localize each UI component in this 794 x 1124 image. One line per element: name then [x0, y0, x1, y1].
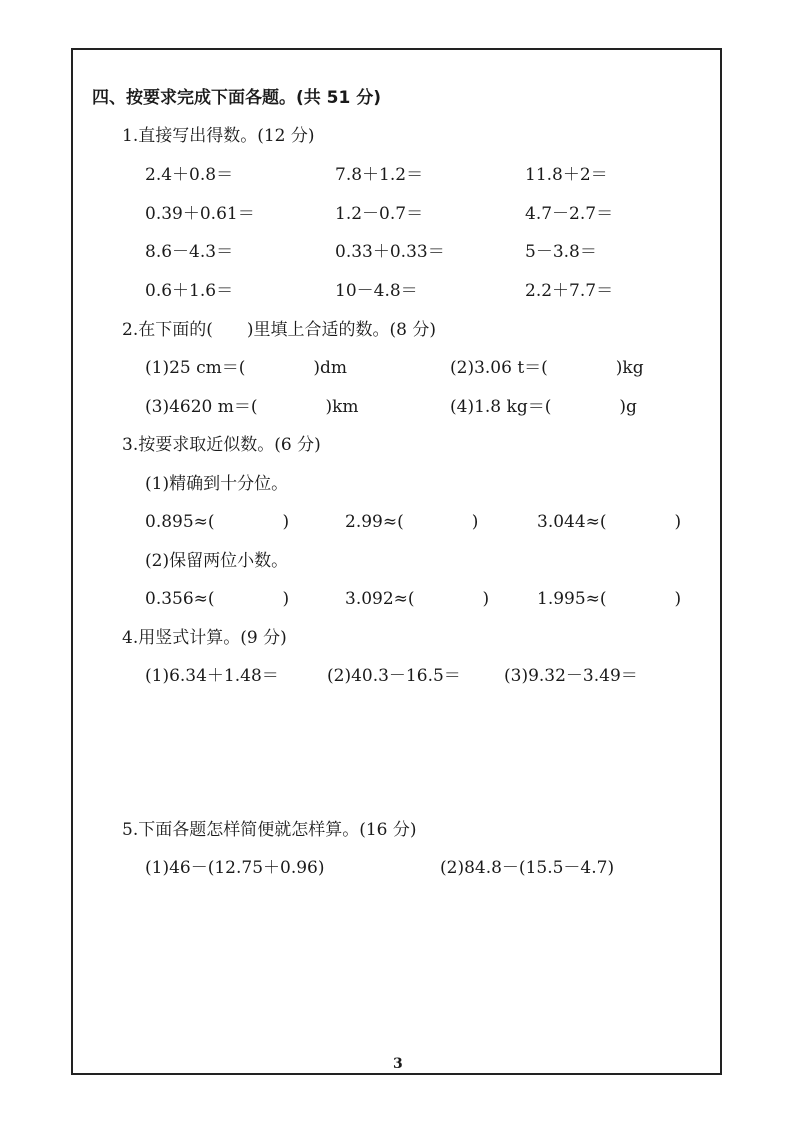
q3-item: 0.356≈( ): [145, 589, 290, 609]
q3-item: 3.044≈( ): [537, 512, 682, 532]
q1-heading: 1.直接写出得数。(12 分): [122, 126, 315, 146]
q1-item: 0.39＋0.61＝: [145, 204, 255, 224]
q4-item: (1)6.34＋1.48＝: [145, 666, 279, 686]
section-title: 四、按要求完成下面各题。(共 51 分): [92, 88, 382, 108]
q2-item: (4)1.8 kg＝( )g: [450, 397, 637, 417]
q1-item: 4.7－2.7＝: [525, 204, 614, 224]
q5-heading: 5.下面各题怎样简便就怎样算。(16 分): [122, 820, 417, 840]
q1-item: 11.8＋2＝: [525, 165, 608, 185]
q3-heading: 3.按要求取近似数。(6 分): [122, 435, 321, 455]
q1-item: 0.6＋1.6＝: [145, 281, 234, 301]
q5-item: (2)84.8－(15.5－4.7): [440, 858, 615, 878]
q4-heading: 4.用竖式计算。(9 分): [122, 628, 287, 648]
q2-heading: 2.在下面的( )里填上合适的数。(8 分): [122, 320, 436, 340]
q3-item: 2.99≈( ): [345, 512, 479, 532]
q3-item: 3.092≈( ): [345, 589, 490, 609]
q1-item: 8.6－4.3＝: [145, 242, 234, 262]
q2-item: (1)25 cm＝( )dm: [145, 358, 348, 378]
q4-item: (3)9.32－3.49＝: [504, 666, 638, 686]
q1-item: 7.8＋1.2＝: [335, 165, 424, 185]
page-number: 3: [393, 1056, 403, 1072]
q4-item: (2)40.3－16.5＝: [327, 666, 461, 686]
q3-subheading: (2)保留两位小数。: [145, 551, 289, 571]
q3-subheading: (1)精确到十分位。: [145, 474, 289, 494]
q2-item: (3)4620 m＝( )km: [145, 397, 359, 417]
q1-item: 5－3.8＝: [525, 242, 597, 262]
q5-item: (1)46－(12.75＋0.96): [145, 858, 325, 878]
q1-item: 2.4＋0.8＝: [145, 165, 234, 185]
q1-item: 1.2－0.7＝: [335, 204, 424, 224]
q1-item: 0.33＋0.33＝: [335, 242, 445, 262]
q3-item: 1.995≈( ): [537, 589, 682, 609]
q1-item: 2.2＋7.7＝: [525, 281, 614, 301]
q3-item: 0.895≈( ): [145, 512, 290, 532]
q1-item: 10－4.8＝: [335, 281, 418, 301]
q2-item: (2)3.06 t＝( )kg: [450, 358, 644, 378]
